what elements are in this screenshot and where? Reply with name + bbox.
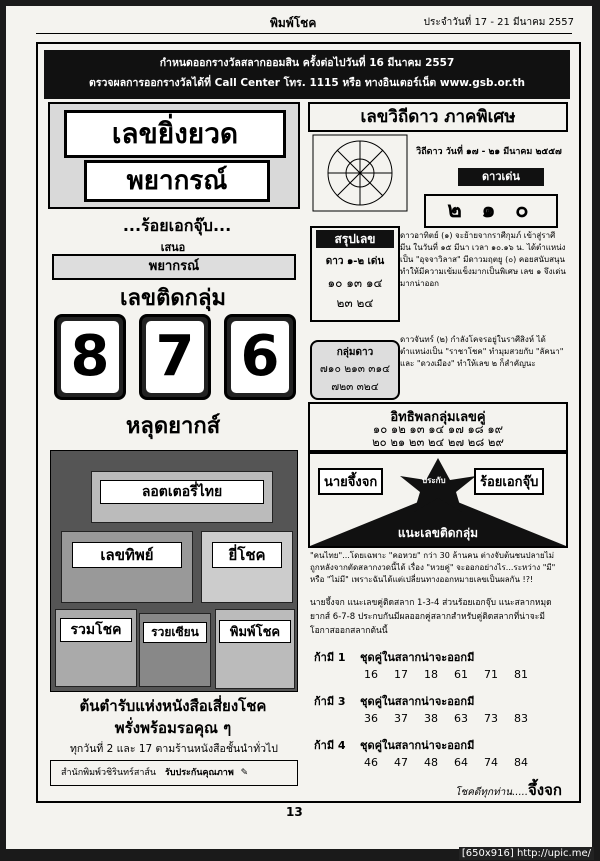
title-box [48, 102, 300, 209]
signoff-prefix: โชคดีทุกท่าน..... [455, 787, 529, 798]
ad-line-3: ทุกวันที่ 2 และ 17 ตามร้านหนังสือชั้นนำทั่วไป [70, 743, 278, 755]
summary-title: สรุปเลข [316, 230, 394, 248]
ad-line-1: ต้นตำรับแห่งหนังสือเสี่ยงโชค [79, 697, 267, 715]
set-value: 73 [484, 712, 498, 725]
group-star-title: กลุ่มดาว [336, 347, 374, 358]
intro-paragraph: "คนไทย"...โดยเฉพาะ "คอหวย" กว่า 30 ล้านคน ต่างจับต้นชนปลายไม่ถูกหลังจากตัดสลากงวดนี้ได้ เรื่อง "หวยคู่" จะออกอย่างไร...ระหว่าง "มี" หรือ "ไม่มี" เพราะฉันได้แต่เปลี่ยนทางออกหมายเลขเป็นผลกัน !?! [310, 551, 556, 584]
magazine-page [6, 6, 592, 849]
page-number: 13 [286, 805, 303, 819]
presents-label: เสนอ [160, 241, 186, 254]
ad-line-2: พรั่งพร้อมรอคุณ ๆ [114, 719, 232, 737]
paper-name: พิมพ์โชค [270, 16, 317, 30]
content-frame [36, 42, 581, 803]
group-star-row-2: ๗๒๓ ๓๒๔ [331, 381, 379, 393]
summary-box [310, 226, 400, 322]
set-desc: ชุดคู่ในสลากน่าจะออกมี [360, 651, 475, 664]
title-line-1: เลขยิ่งยวด [64, 110, 286, 158]
set-desc: ชุดคู่ในสลากน่าจะออกมี [360, 739, 475, 752]
logo-part-3: ร้อยเอกจุ๊บ [474, 468, 544, 495]
set-label: ก้ามี 3 [314, 695, 346, 708]
logo-part-1: นายจึ้งจก [318, 468, 383, 495]
set-desc: ชุดคู่ในสลากน่าจะออกมี [360, 695, 475, 708]
pair-set-1 [310, 648, 562, 692]
influence-row-2: ๒๐ ๒๑ ๒๓ ๒๔ ๒๗ ๒๘ ๒๙ [372, 435, 504, 449]
logo-sub: แนะเลขติดกลุ่ม [397, 526, 479, 540]
paper-cover-1: ลอตเตอรี่ไทย [91, 471, 273, 523]
set-value: 38 [424, 712, 438, 725]
set-value: 71 [484, 668, 498, 681]
publisher-name: สำนักพิมพ์วชิรินทร์สาส์น [61, 768, 157, 778]
predict-label: พยากรณ์ [52, 254, 296, 280]
newspaper-photo [50, 450, 298, 692]
summary-row-2: ๒๓ ๒๔ [336, 296, 374, 310]
lucky-star-label: ดาวเด่น [458, 168, 544, 186]
title-line-2: พยากรณ์ [84, 160, 270, 202]
set-value: 36 [364, 712, 378, 725]
group-star-row-1: ๗๑๐ ๒๑๓ ๓๑๔ [319, 363, 391, 375]
digit-box-2 [139, 314, 211, 400]
digit-1: 8 [61, 321, 119, 393]
publisher-bar [50, 760, 298, 786]
set-value: 61 [454, 668, 468, 681]
set-value: 74 [484, 756, 498, 769]
pair-set-2 [310, 692, 562, 736]
star-title: เลขวิถีดาว ภาคพิเศษ [360, 107, 516, 127]
author-name: ...ร้อยเอกจุ๊บ... [122, 216, 232, 235]
footer-heading: หลุดยากส์ [125, 414, 221, 439]
summary-row-1: ๑๐ ๑๓ ๑๔ [327, 276, 383, 290]
lucky-digits: ๒ ๑ ๐ [424, 194, 558, 228]
set-value: 47 [394, 756, 408, 769]
group-heading: เลขติดกลุ่ม [120, 286, 226, 311]
set-value: 84 [514, 756, 528, 769]
pairs-paragraph: นายจึ้งจก แนะเลขคู่ติดสลาก 1-3-4 ส่วนร้อยเอกจุ๊บ แนะสลากหมุดยากส์ 6-7-8 ประกบกันมีผลออกคู่สลากสำหรับคู่ติดสลากที่น่าจะมีโอกาสออกสลากต้นนี้ [310, 598, 552, 636]
influence-box [308, 402, 568, 452]
set-value: 37 [394, 712, 408, 725]
star-title-box [308, 102, 568, 132]
set-value: 63 [454, 712, 468, 725]
digit-box-3 [224, 314, 296, 400]
logo-box [308, 452, 568, 548]
signoff-name: จึ้งจก [528, 781, 562, 799]
paper-cover-3: ยี่โชค [201, 531, 293, 603]
pen-icon: ✎ [240, 768, 249, 778]
pair-set-3 [310, 736, 562, 780]
star-chart-icon [312, 134, 408, 212]
group-star-box [310, 340, 400, 400]
signoff [398, 778, 562, 802]
gsb-banner [44, 50, 570, 99]
set-value: 18 [424, 668, 438, 681]
influence-row-1: ๑๐ ๑๒ ๑๓ ๑๔ ๑๗ ๑๘ ๑๙ [372, 422, 504, 436]
star-date: วิถีดาว วันที่ ๑๗ - ๒๑ มีนาคม ๒๕๕๗ [416, 147, 562, 157]
banner-line-1: กำหนดออกรางวัลสลากออมสิน ครั้งต่อไปวันที่ 16 มีนาคม 2557 [159, 57, 455, 69]
set-value: 48 [424, 756, 438, 769]
header-rule [36, 33, 572, 34]
paper-cover-5: รวยเซียน [139, 613, 211, 687]
digit-3: 6 [231, 321, 289, 393]
paper-cover-2: เลขทิพย์ [61, 531, 193, 603]
paper-cover-6: พิมพ์โชค [215, 609, 295, 689]
summary-sub: ดาว ๑-๒ เด่น [325, 256, 385, 267]
set-value: 83 [514, 712, 528, 725]
guarantee-text: รับประกันคุณภาพ [164, 768, 234, 778]
set-value: 46 [364, 756, 378, 769]
banner-line-2: ตรวจผลการออกรางวัลได้ที่ Call Center โทร. 1115 หรือ ทางอินเตอร์เน็ต www.gsb.or.th [89, 77, 525, 89]
set-value: 81 [514, 668, 528, 681]
digit-2: 7 [146, 321, 204, 393]
pair-sets [310, 648, 562, 788]
set-value: 64 [454, 756, 468, 769]
paper-cover-4: รวมโชค [55, 609, 137, 687]
sun-paragraph: ดาวอาทิตย์ (๑) จะย้ายจากราศีกุมภ์ เข้าสู่ราศี มีน ในวันที่ ๑๕ มีนา เวลา ๑๐.๑๖ น. ได้ตำแหน่งเป็น "อุจจาวิลาส" มีดาวมฤตยู (๐) คอยสนับสนุนทำให้มีความเข้มแข็งมากเป็นพิเศษ เลข ๑ จึงเด่นมากน่าออก [400, 231, 566, 288]
moon-paragraph: ดาวจันทร์ (๒) กำลังโคจรอยู่ในราศีสิงห์ ได้ตำแหน่งเป็น "ราชาโชค" ทำมุมสวยกับ "ลัคนา" และ "ดวงเมือง" ทำให้เลข ๒ ก็สำคัญนะ [400, 335, 564, 368]
issue-date: ประจำวันที่ 17 - 21 มีนาคม 2557 [423, 17, 574, 28]
logo-part-2: ประกับ [422, 476, 446, 485]
watermark: [650x916] http://upic.me/ [459, 847, 594, 860]
set-label: ก้ามี 4 [314, 739, 346, 752]
influence-title: อิทธิพลกลุ่มเลขคู่ [390, 410, 486, 425]
digit-box-1 [54, 314, 126, 400]
set-value: 17 [394, 668, 408, 681]
set-value: 16 [364, 668, 378, 681]
set-label: ก้ามี 1 [314, 651, 346, 664]
